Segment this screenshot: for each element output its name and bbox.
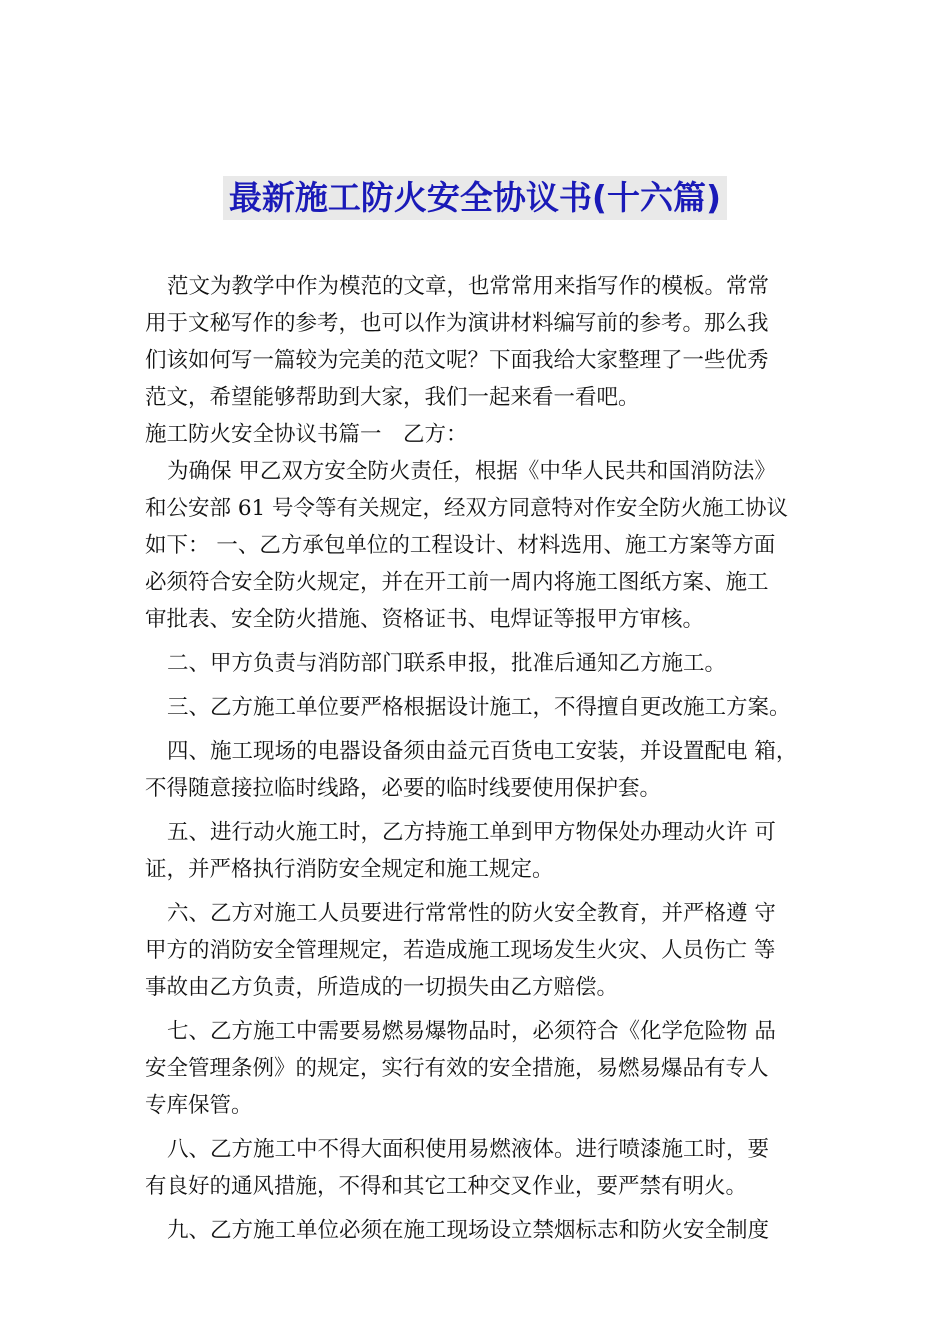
text-line: 安全管理条例》的规定，实行有效的安全措施，易燃易爆品有专人 <box>145 1056 769 1081</box>
text-line: 为确保 甲乙双方安全防火责任，根据《中华人民共和国消防法》 <box>167 459 776 484</box>
text-line: 事故由乙方负责，所造成的一切损失由乙方赔偿。 <box>145 975 619 1000</box>
text-line: 和公安部 61 号令等有关规定，经双方同意特对作安全防火施工协议 <box>145 496 789 521</box>
text-line: 八、乙方施工中不得大面积使用易燃液体。进行喷漆施工时，要 <box>167 1137 770 1162</box>
text-line: 五、进行动火施工时，乙方持施工单到甲方物保处办理动火许 可 <box>167 820 776 845</box>
clause-paragraph <box>145 733 825 807</box>
clause-paragraph <box>145 814 825 888</box>
text-line: 七、乙方施工中需要易燃易爆物品时，必须符合《化学危险物 品 <box>167 1019 776 1044</box>
document-title: 最新施工防火安全协议书(十六篇) <box>223 176 727 220</box>
text-line: 不得随意接拉临时线路，必要的临时线要使用保护套。 <box>145 776 662 801</box>
clause-paragraph <box>145 1013 825 1124</box>
clause-paragraph <box>145 453 825 638</box>
clause-paragraph <box>145 895 825 1006</box>
text-line: 范文，希望能够帮助到大家，我们一起来看一看吧。 <box>145 385 640 410</box>
text-line: 如下： 一、乙方承包单位的工程设计、材料选用、施工方案等方面 <box>145 533 776 558</box>
text-line: 四、施工现场的电器设备须由益元百货电工安装，并设置配电 箱， <box>167 739 798 764</box>
text-line: 必须符合安全防火规定，并在开工前一周内将施工图纸方案、施工 <box>145 570 769 595</box>
clause-paragraph <box>145 1131 825 1205</box>
text-line: 专库保管。 <box>145 1093 253 1118</box>
text-line: 审批表、安全防火措施、资格证书、电焊证等报甲方审核。 <box>145 607 705 632</box>
text-line: 用于文秘写作的参考，也可以作为演讲材料编写前的参考。那么我 <box>145 311 769 336</box>
text-line: 们该如何写一篇较为完美的范文呢？下面我给大家整理了一些优秀 <box>145 348 769 373</box>
text-line: 三、乙方施工单位要严格根据设计施工，不得擅自更改施工方案。 <box>167 695 791 720</box>
text-line: 九、乙方施工单位必须在施工现场设立禁烟标志和防火安全制度 <box>167 1218 770 1243</box>
title-container <box>0 176 950 220</box>
text-line: 二、甲方负责与消防部门联系申报，批准后通知乙方施工。 <box>167 651 727 676</box>
text-line: 六、乙方对施工人员要进行常常性的防火安全教育，并严格遵 守 <box>167 901 776 926</box>
text-line: 范文为教学中作为模范的文章，也常常用来指写作的模板。常常 <box>167 274 770 299</box>
text-line: 施工防火安全协议书篇一 乙方： <box>145 422 468 447</box>
document-body <box>145 268 825 1249</box>
clause-paragraph <box>145 1212 825 1249</box>
clause-paragraph <box>145 689 825 726</box>
intro-paragraph <box>145 268 825 416</box>
text-line: 证，并严格执行消防安全规定和施工规定。 <box>145 857 554 882</box>
section-heading <box>145 416 825 453</box>
clause-paragraph <box>145 645 825 682</box>
text-line: 甲方的消防安全管理规定，若造成施工现场发生火灾、人员伤亡 等 <box>145 938 776 963</box>
text-line: 有良好的通风措施，不得和其它工种交叉作业，要严禁有明火。 <box>145 1174 748 1199</box>
